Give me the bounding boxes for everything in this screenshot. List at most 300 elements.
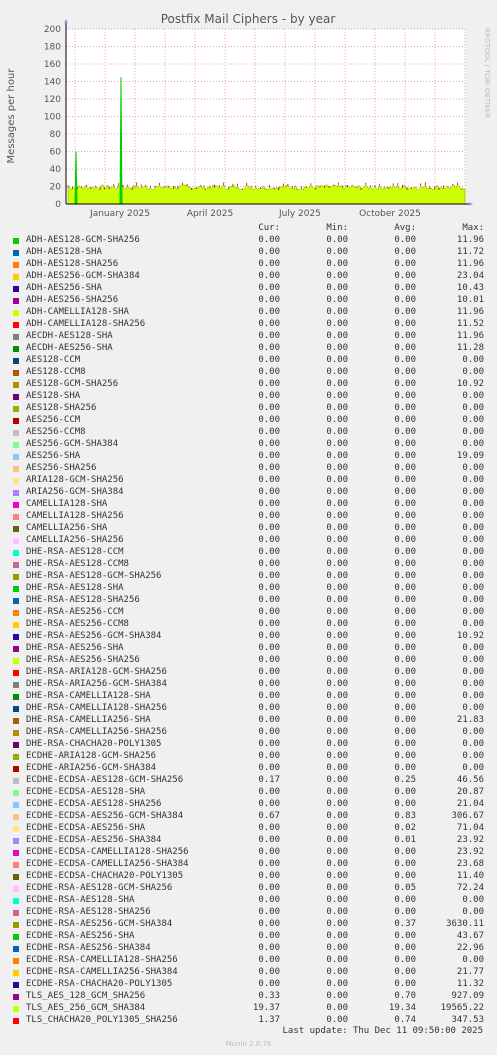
legend-value-max: 0.00 bbox=[462, 667, 484, 677]
legend-value-max: 11.96 bbox=[456, 331, 484, 341]
legend-value-max: 10.01 bbox=[456, 295, 484, 305]
legend-value-min: 0.00 bbox=[326, 511, 348, 521]
legend-swatch bbox=[13, 526, 19, 532]
legend-label: DHE-RSA-CAMELLIA256-SHA bbox=[26, 715, 151, 725]
legend-swatch bbox=[13, 490, 19, 496]
legend-value-min: 0.00 bbox=[326, 535, 348, 545]
legend-value-avg: 0.00 bbox=[394, 703, 416, 713]
legend-value-max: 72.24 bbox=[456, 883, 484, 893]
legend-value-cur: 0.00 bbox=[258, 367, 280, 377]
legend-item bbox=[0, 583, 497, 595]
legend-value-min: 0.00 bbox=[326, 571, 348, 581]
version-label: Munin 2.0.76 bbox=[225, 1040, 272, 1048]
legend-swatch bbox=[13, 382, 19, 388]
legend-label: DHE-RSA-CHACHA20-POLY1305 bbox=[26, 739, 162, 749]
legend-value-avg: 0.00 bbox=[394, 787, 416, 797]
legend-swatch bbox=[13, 430, 19, 436]
legend-item bbox=[0, 871, 497, 883]
legend-swatch bbox=[13, 982, 19, 988]
legend-label: AES256-SHA bbox=[26, 451, 81, 461]
legend-value-avg: 0.00 bbox=[394, 499, 416, 509]
legend-value-max: 927.09 bbox=[451, 991, 484, 1001]
legend-swatch bbox=[13, 286, 19, 292]
legend-swatch bbox=[13, 706, 19, 712]
legend-value-max: 0.00 bbox=[462, 595, 484, 605]
legend-value-min: 0.00 bbox=[326, 859, 348, 869]
legend-value-cur: 0.00 bbox=[258, 943, 280, 953]
legend-value-min: 0.00 bbox=[326, 667, 348, 677]
legend-swatch bbox=[13, 358, 19, 364]
legend-value-max: 0.00 bbox=[462, 355, 484, 365]
x-tick-label: April 2025 bbox=[186, 209, 234, 219]
legend-value-avg: 0.25 bbox=[394, 775, 416, 785]
legend-value-max: 10.43 bbox=[456, 283, 484, 293]
legend bbox=[0, 235, 497, 1027]
legend-item bbox=[0, 763, 497, 775]
legend-item bbox=[0, 547, 497, 559]
legend-item bbox=[0, 823, 497, 835]
legend-value-min: 0.00 bbox=[326, 991, 348, 1001]
legend-value-cur: 0.00 bbox=[258, 415, 280, 425]
legend-item bbox=[0, 607, 497, 619]
legend-value-avg: 0.00 bbox=[394, 283, 416, 293]
legend-item bbox=[0, 367, 497, 379]
legend-item bbox=[0, 919, 497, 931]
legend-value-min: 0.00 bbox=[326, 775, 348, 785]
legend-value-min: 0.00 bbox=[326, 907, 348, 917]
legend-value-max: 0.00 bbox=[462, 427, 484, 437]
legend-value-avg: 0.00 bbox=[394, 247, 416, 257]
legend-value-cur: 0.00 bbox=[258, 247, 280, 257]
legend-value-avg: 0.00 bbox=[394, 727, 416, 737]
legend-value-max: 0.00 bbox=[462, 415, 484, 425]
legend-value-avg: 0.00 bbox=[394, 271, 416, 281]
legend-value-cur: 0.00 bbox=[258, 271, 280, 281]
x-tick-label: October 2025 bbox=[359, 209, 421, 219]
legend-value-cur: 0.00 bbox=[258, 979, 280, 989]
legend-value-min: 0.00 bbox=[326, 883, 348, 893]
legend-swatch bbox=[13, 646, 19, 652]
legend-swatch bbox=[13, 454, 19, 460]
legend-swatch bbox=[13, 1006, 19, 1012]
legend-label: ECDHE-RSA-CAMELLIA128-SHA256 bbox=[26, 955, 178, 965]
legend-value-max: 0.00 bbox=[462, 607, 484, 617]
legend-swatch bbox=[13, 922, 19, 928]
legend-value-avg: 0.00 bbox=[394, 631, 416, 641]
legend-value-cur: 0.00 bbox=[258, 355, 280, 365]
legend-label: AES128-CCM bbox=[26, 355, 81, 365]
legend-label: ADH-AES128-SHA256 bbox=[26, 259, 119, 269]
legend-label: ECDHE-RSA-AES128-GCM-SHA256 bbox=[26, 883, 173, 893]
legend-swatch bbox=[13, 262, 19, 268]
legend-value-max: 0.00 bbox=[462, 523, 484, 533]
legend-value-min: 0.00 bbox=[326, 679, 348, 689]
legend-label: DHE-RSA-CAMELLIA128-SHA256 bbox=[26, 703, 167, 713]
legend-label: AES256-CCM8 bbox=[26, 427, 86, 437]
legend-value-max: 0.00 bbox=[462, 691, 484, 701]
legend-swatch bbox=[13, 574, 19, 580]
legend-swatch bbox=[13, 694, 19, 700]
legend-value-cur: 0.00 bbox=[258, 739, 280, 749]
legend-value-cur: 0.00 bbox=[258, 895, 280, 905]
legend-value-max: 0.00 bbox=[462, 763, 484, 773]
legend-label: ECDHE-ECDSA-AES128-SHA256 bbox=[26, 799, 162, 809]
legend-value-avg: 19.34 bbox=[388, 1003, 416, 1013]
legend-value-max: 0.00 bbox=[462, 403, 484, 413]
legend-value-min: 0.00 bbox=[326, 811, 348, 821]
legend-label: TLS_CHACHA20_POLY1305_SHA256 bbox=[26, 1015, 178, 1025]
legend-value-min: 0.00 bbox=[326, 283, 348, 293]
legend-value-min: 0.00 bbox=[326, 739, 348, 749]
legend-label: ECDHE-ECDSA-AES128-GCM-SHA256 bbox=[26, 775, 184, 785]
legend-value-max: 19565.22 bbox=[440, 1003, 484, 1013]
legend-value-cur: 0.00 bbox=[258, 631, 280, 641]
legend-label: AES128-CCM8 bbox=[26, 367, 86, 377]
legend-value-max: 11.32 bbox=[456, 979, 484, 989]
legend-value-min: 0.00 bbox=[326, 427, 348, 437]
legend-value-min: 0.00 bbox=[326, 607, 348, 617]
legend-value-cur: 0.00 bbox=[258, 967, 280, 977]
legend-value-cur: 0.00 bbox=[258, 955, 280, 965]
legend-item bbox=[0, 727, 497, 739]
legend-label: ARIA128-GCM-SHA256 bbox=[26, 475, 124, 485]
legend-value-max: 71.04 bbox=[456, 823, 484, 833]
legend-label: AES128-SHA bbox=[26, 391, 81, 401]
legend-item bbox=[0, 283, 497, 295]
legend-label: ADH-AES128-GCM-SHA256 bbox=[26, 235, 140, 245]
legend-value-min: 0.00 bbox=[326, 259, 348, 269]
legend-value-min: 0.00 bbox=[326, 307, 348, 317]
legend-value-max: 10.92 bbox=[456, 631, 484, 641]
legend-value-max: 0.00 bbox=[462, 643, 484, 653]
y-tick-label: 160 bbox=[43, 60, 61, 70]
legend-value-min: 0.00 bbox=[326, 523, 348, 533]
legend-value-min: 0.00 bbox=[326, 319, 348, 329]
legend-value-min: 0.00 bbox=[326, 631, 348, 641]
legend-value-avg: 0.00 bbox=[394, 895, 416, 905]
legend-item bbox=[0, 631, 497, 643]
legend-value-avg: 0.00 bbox=[394, 487, 416, 497]
legend-label: DHE-RSA-ARIA128-GCM-SHA256 bbox=[26, 667, 167, 677]
x-tick-label: July 2025 bbox=[279, 209, 321, 219]
legend-item bbox=[0, 655, 497, 667]
legend-value-avg: 0.70 bbox=[394, 991, 416, 1001]
legend-value-min: 0.00 bbox=[326, 763, 348, 773]
legend-item bbox=[0, 439, 497, 451]
legend-swatch bbox=[13, 550, 19, 556]
legend-value-cur: 0.00 bbox=[258, 319, 280, 329]
legend-label: ADH-AES256-SHA bbox=[26, 283, 102, 293]
legend-label: ECDHE-ECDSA-CAMELLIA256-SHA384 bbox=[26, 859, 189, 869]
legend-value-cur: 0.00 bbox=[258, 859, 280, 869]
legend-value-min: 0.00 bbox=[326, 895, 348, 905]
legend-value-avg: 0.00 bbox=[394, 595, 416, 605]
legend-item bbox=[0, 643, 497, 655]
legend-value-avg: 0.00 bbox=[394, 403, 416, 413]
legend-value-avg: 0.00 bbox=[394, 847, 416, 857]
legend-swatch bbox=[13, 466, 19, 472]
legend-swatch bbox=[13, 730, 19, 736]
legend-item bbox=[0, 391, 497, 403]
legend-value-max: 11.96 bbox=[456, 235, 484, 245]
legend-swatch bbox=[13, 958, 19, 964]
legend-header-max: Max: bbox=[462, 223, 484, 233]
y-tick-label: 40 bbox=[49, 165, 61, 175]
legend-swatch bbox=[13, 562, 19, 568]
legend-swatch bbox=[13, 346, 19, 352]
legend-item bbox=[0, 511, 497, 523]
legend-label: ECDHE-RSA-AES256-GCM-SHA384 bbox=[26, 919, 173, 929]
legend-value-cur: 0.00 bbox=[258, 883, 280, 893]
legend-value-avg: 0.00 bbox=[394, 931, 416, 941]
legend-value-cur: 0.00 bbox=[258, 703, 280, 713]
legend-value-cur: 0.00 bbox=[258, 607, 280, 617]
legend-label: DHE-RSA-AES256-CCM8 bbox=[26, 619, 129, 629]
legend-value-min: 0.00 bbox=[326, 403, 348, 413]
legend-value-min: 0.00 bbox=[326, 499, 348, 509]
legend-value-avg: 0.02 bbox=[394, 823, 416, 833]
last-update: Last update: Thu Dec 11 09:50:00 2025 bbox=[282, 1026, 483, 1036]
y-tick-labels bbox=[44, 25, 61, 210]
legend-label: DHE-RSA-ARIA256-GCM-SHA384 bbox=[26, 679, 167, 689]
legend-item bbox=[0, 787, 497, 799]
legend-value-cur: 0.00 bbox=[258, 535, 280, 545]
legend-value-cur: 0.00 bbox=[258, 451, 280, 461]
legend-value-cur: 0.00 bbox=[258, 283, 280, 293]
legend-value-avg: 0.74 bbox=[394, 1015, 416, 1025]
legend-swatch bbox=[13, 850, 19, 856]
legend-swatch bbox=[13, 802, 19, 808]
legend-swatch bbox=[13, 1018, 19, 1024]
legend-value-cur: 0.00 bbox=[258, 307, 280, 317]
legend-swatch bbox=[13, 322, 19, 328]
legend-value-max: 0.00 bbox=[462, 499, 484, 509]
legend-value-avg: 0.00 bbox=[394, 427, 416, 437]
x-tick-label: January 2025 bbox=[90, 209, 150, 219]
legend-value-avg: 0.00 bbox=[394, 967, 416, 977]
chart bbox=[0, 0, 497, 222]
legend-label: ECDHE-ECDSA-AES128-SHA bbox=[26, 787, 146, 797]
legend-value-min: 0.00 bbox=[326, 1015, 348, 1025]
legend-item bbox=[0, 907, 497, 919]
legend-value-cur: 0.00 bbox=[258, 595, 280, 605]
legend-swatch bbox=[13, 778, 19, 784]
legend-label: ECDHE-ECDSA-AES256-GCM-SHA384 bbox=[26, 811, 184, 821]
legend-value-cur: 0.00 bbox=[258, 715, 280, 725]
y-tick-label: 200 bbox=[43, 25, 61, 35]
legend-value-avg: 0.00 bbox=[394, 583, 416, 593]
legend-value-cur: 0.00 bbox=[258, 763, 280, 773]
legend-value-avg: 0.00 bbox=[394, 547, 416, 557]
legend-label: TLS_AES_128_GCM_SHA256 bbox=[26, 991, 146, 1001]
legend-swatch bbox=[13, 622, 19, 628]
legend-value-cur: 0.00 bbox=[258, 907, 280, 917]
legend-value-avg: 0.00 bbox=[394, 559, 416, 569]
legend-value-min: 0.00 bbox=[326, 415, 348, 425]
legend-label: ECDHE-ECDSA-AES256-SHA384 bbox=[26, 835, 162, 845]
legend-item bbox=[0, 295, 497, 307]
legend-value-min: 0.00 bbox=[326, 547, 348, 557]
legend-value-avg: 0.00 bbox=[394, 259, 416, 269]
legend-value-avg: 0.00 bbox=[394, 343, 416, 353]
legend-swatch bbox=[13, 442, 19, 448]
legend-value-cur: 0.00 bbox=[258, 619, 280, 629]
legend-item bbox=[0, 379, 497, 391]
legend-value-cur: 1.37 bbox=[258, 1015, 280, 1025]
legend-value-max: 21.83 bbox=[456, 715, 484, 725]
legend-value-min: 0.00 bbox=[326, 379, 348, 389]
legend-label: ADH-CAMELLIA128-SHA bbox=[26, 307, 129, 317]
legend-value-min: 0.00 bbox=[326, 439, 348, 449]
legend-swatch bbox=[13, 586, 19, 592]
legend-value-cur: 0.00 bbox=[258, 259, 280, 269]
legend-item bbox=[0, 499, 497, 511]
legend-label: AECDH-AES128-SHA bbox=[26, 331, 113, 341]
legend-item bbox=[0, 955, 497, 967]
legend-value-cur: 0.00 bbox=[258, 475, 280, 485]
legend-swatch bbox=[13, 838, 19, 844]
legend-value-cur: 0.00 bbox=[258, 835, 280, 845]
legend-value-min: 0.00 bbox=[326, 235, 348, 245]
legend-swatch bbox=[13, 502, 19, 508]
legend-value-max: 11.40 bbox=[456, 871, 484, 881]
legend-header-avg: Avg: bbox=[394, 223, 416, 233]
legend-value-min: 0.00 bbox=[326, 655, 348, 665]
legend-swatch bbox=[13, 478, 19, 484]
y-tick-label: 80 bbox=[49, 130, 61, 140]
legend-label: DHE-RSA-AES256-GCM-SHA384 bbox=[26, 631, 162, 641]
legend-value-min: 0.00 bbox=[326, 703, 348, 713]
y-axis-label: Messages per hour bbox=[6, 68, 17, 164]
legend-label: ECDHE-RSA-AES128-SHA bbox=[26, 895, 135, 905]
legend-label: ECDHE-RSA-CHACHA20-POLY1305 bbox=[26, 979, 173, 989]
legend-item bbox=[0, 979, 497, 991]
legend-value-cur: 0.00 bbox=[258, 847, 280, 857]
legend-label: ADH-AES256-SHA256 bbox=[26, 295, 119, 305]
watermark: RRDTOOL / TOBI OETIKER bbox=[483, 28, 491, 119]
legend-swatch bbox=[13, 610, 19, 616]
legend-swatch bbox=[13, 634, 19, 640]
legend-swatch bbox=[13, 790, 19, 796]
legend-swatch bbox=[13, 898, 19, 904]
legend-label: ADH-AES128-SHA bbox=[26, 247, 102, 257]
legend-item bbox=[0, 739, 497, 751]
legend-item bbox=[0, 799, 497, 811]
legend-value-max: 0.00 bbox=[462, 895, 484, 905]
legend-value-avg: 0.00 bbox=[394, 439, 416, 449]
legend-value-max: 0.00 bbox=[462, 367, 484, 377]
legend-swatch bbox=[13, 718, 19, 724]
legend-value-max: 0.00 bbox=[462, 511, 484, 521]
y-tick-label: 0 bbox=[55, 200, 61, 210]
legend-value-max: 19.09 bbox=[456, 451, 484, 461]
legend-value-avg: 0.00 bbox=[394, 571, 416, 581]
legend-value-max: 22.96 bbox=[456, 943, 484, 953]
legend-value-cur: 0.00 bbox=[258, 727, 280, 737]
legend-value-cur: 0.00 bbox=[258, 379, 280, 389]
legend-value-avg: 0.00 bbox=[394, 415, 416, 425]
legend-value-min: 0.00 bbox=[326, 595, 348, 605]
legend-value-avg: 0.00 bbox=[394, 319, 416, 329]
legend-value-avg: 0.00 bbox=[394, 679, 416, 689]
legend-value-max: 23.92 bbox=[456, 847, 484, 857]
legend-value-max: 43.67 bbox=[456, 931, 484, 941]
legend-value-min: 0.00 bbox=[326, 391, 348, 401]
legend-value-avg: 0.00 bbox=[394, 607, 416, 617]
legend-swatch bbox=[13, 310, 19, 316]
legend-value-avg: 0.00 bbox=[394, 463, 416, 473]
chart-title: Postfix Mail Ciphers - by year bbox=[160, 12, 336, 26]
legend-value-cur: 0.00 bbox=[258, 799, 280, 809]
legend-item bbox=[0, 319, 497, 331]
legend-item bbox=[0, 883, 497, 895]
legend-value-cur: 0.00 bbox=[258, 295, 280, 305]
legend-value-max: 10.92 bbox=[456, 379, 484, 389]
legend-value-avg: 0.00 bbox=[394, 331, 416, 341]
legend-value-max: 0.00 bbox=[462, 439, 484, 449]
legend-value-avg: 0.00 bbox=[394, 763, 416, 773]
legend-item bbox=[0, 259, 497, 271]
legend-item bbox=[0, 691, 497, 703]
legend-item bbox=[0, 355, 497, 367]
legend-value-min: 0.00 bbox=[326, 487, 348, 497]
legend-value-max: 11.72 bbox=[456, 247, 484, 257]
legend-value-avg: 0.00 bbox=[394, 751, 416, 761]
legend-label: DHE-RSA-AES128-GCM-SHA256 bbox=[26, 571, 162, 581]
legend-item bbox=[0, 595, 497, 607]
legend-item bbox=[0, 451, 497, 463]
legend-swatch bbox=[13, 538, 19, 544]
legend-value-max: 23.92 bbox=[456, 835, 484, 845]
legend-swatch bbox=[13, 742, 19, 748]
legend-label: DHE-RSA-AES256-CCM bbox=[26, 607, 124, 617]
legend-value-min: 0.00 bbox=[326, 823, 348, 833]
legend-item bbox=[0, 475, 497, 487]
legend-swatch bbox=[13, 682, 19, 688]
legend-value-min: 0.00 bbox=[326, 931, 348, 941]
legend-value-avg: 0.00 bbox=[394, 451, 416, 461]
legend-label: ECDHE-ECDSA-CAMELLIA128-SHA256 bbox=[26, 847, 189, 857]
legend-value-min: 0.00 bbox=[326, 643, 348, 653]
legend-value-cur: 0.33 bbox=[258, 991, 280, 1001]
legend-value-max: 0.00 bbox=[462, 571, 484, 581]
legend-value-avg: 0.00 bbox=[394, 619, 416, 629]
legend-value-cur: 0.00 bbox=[258, 871, 280, 881]
legend-value-max: 0.00 bbox=[462, 727, 484, 737]
legend-value-min: 0.00 bbox=[326, 967, 348, 977]
legend-swatch bbox=[13, 274, 19, 280]
legend-value-max: 0.00 bbox=[462, 583, 484, 593]
legend-label: TLS_AES_256_GCM_SHA384 bbox=[26, 1003, 146, 1013]
legend-value-cur: 0.00 bbox=[258, 691, 280, 701]
legend-swatch bbox=[13, 754, 19, 760]
legend-value-avg: 0.00 bbox=[394, 739, 416, 749]
legend-value-max: 0.00 bbox=[462, 487, 484, 497]
legend-item bbox=[0, 343, 497, 355]
legend-label: ARIA256-GCM-SHA384 bbox=[26, 487, 124, 497]
legend-item bbox=[0, 427, 497, 439]
legend-label: DHE-RSA-AES256-SHA256 bbox=[26, 655, 140, 665]
legend-value-max: 0.00 bbox=[462, 475, 484, 485]
y-tick-label: 140 bbox=[43, 77, 61, 88]
legend-value-min: 0.00 bbox=[326, 295, 348, 305]
legend-value-min: 0.00 bbox=[326, 247, 348, 257]
legend-value-max: 0.00 bbox=[462, 619, 484, 629]
legend-value-min: 0.00 bbox=[326, 847, 348, 857]
legend-value-max: 0.00 bbox=[462, 547, 484, 557]
y-tick-label: 20 bbox=[49, 182, 61, 193]
legend-value-max: 0.00 bbox=[462, 907, 484, 917]
